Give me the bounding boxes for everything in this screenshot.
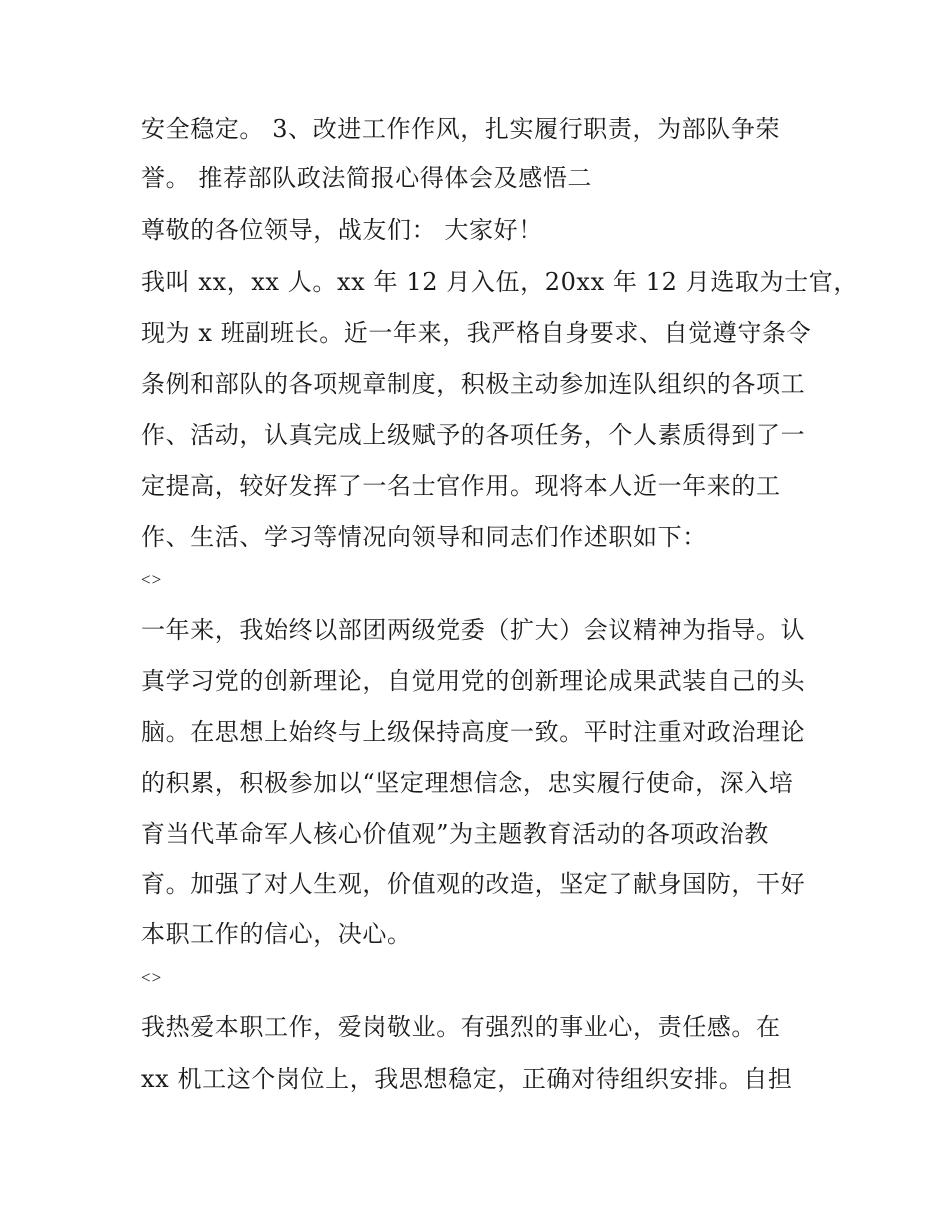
section-marker: <> — [141, 968, 163, 987]
text-line: 作、生活、学习等情况向领导和同志们作述职如下： — [141, 523, 707, 551]
text-line: 一年来，我始终以部团两级党委（扩大）会议精神为指导。认 — [141, 616, 806, 644]
text-line: 尊敬的各位领导，战友们： 大家好！ — [141, 216, 543, 244]
text-line: 作、活动，认真完成上级赋予的各项任务，个人素质得到了一 — [141, 421, 806, 449]
text-line: 誉。 推荐部队政法简报心得体会及感悟二 — [141, 164, 593, 192]
text-line: 育当代革命军人核心价值观”为主题教育活动的各项政治教 — [141, 820, 769, 848]
section-marker: <> — [141, 570, 163, 589]
text-line: 我叫 xx，xx 人。xx 年 12 月入伍，20xx 年 12 月选取为士官， — [141, 268, 858, 296]
text-line: xx 机工这个岗位上，我思想稳定，正确对待组织安排。自担 — [141, 1065, 793, 1093]
text-line: 真学习党的创新理论，自觉用党的创新理论成果武装自己的头 — [141, 667, 806, 695]
text-line: 我热爱本职工作，爱岗敬业。有强烈的事业心，责任感。在 — [141, 1013, 781, 1041]
text-line: 条例和部队的各项规章制度，积极主动参加连队组织的各项工 — [141, 370, 806, 398]
text-line: 脑。在思想上始终与上级保持高度一致。平时注重对政治理论 — [141, 718, 806, 746]
text-line: 的积累，积极参加以“坚定理想信念，忠实履行使命，深入培 — [141, 769, 794, 797]
text-line: 现为 x 班副班长。近一年来，我严格自身要求、自觉遵守条令 — [141, 319, 812, 347]
text-line: 本职工作的信心，决心。 — [141, 920, 412, 948]
text-line: 育。加强了对人生观，价值观的改造，坚定了献身国防，干好 — [141, 870, 806, 898]
text-line: 定提高，较好发挥了一名士官作用。现将本人近一年来的工 — [141, 472, 781, 500]
text-line: 安全稳定。 3、改进工作作风，扎实履行职责，为部队争荣 — [141, 115, 781, 143]
